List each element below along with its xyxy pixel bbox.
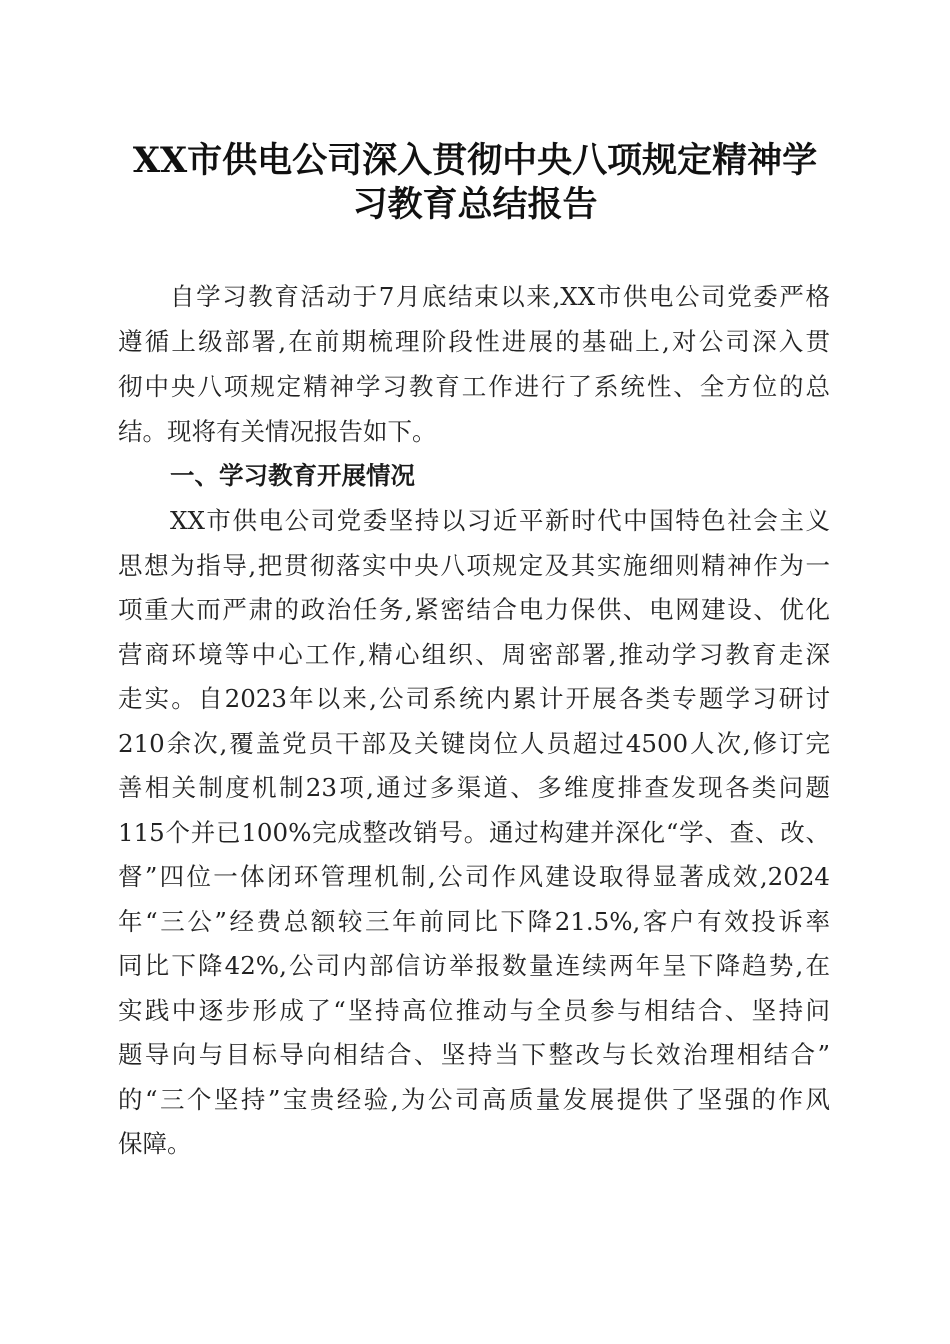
paragraph-2-line-11: 同比下降42%,公司内部信访举报数量连续两年呈下降趋势,在	[118, 951, 830, 980]
paragraph-2-line-7: 善相关制度机制23项,通过多渠道、多维度排查发现各类问题	[118, 773, 830, 802]
paragraph-2-line-5: 走实。自2023年以来,公司系统内累计开展各类专题学习研讨	[118, 684, 830, 713]
paragraph-2-line-15: 保障。	[118, 1129, 192, 1158]
paragraph-1-line-2: 遵循上级部署,在前期梳理阶段性进展的基础上,对公司深入贯	[118, 327, 830, 356]
paragraph-2-line-4: 营商环境等中心工作,精心组织、周密部署,推动学习教育走深	[118, 640, 830, 669]
paragraph-2-line-12: 实践中逐步形成了“坚持高位推动与全员参与相结合、坚持问	[118, 996, 830, 1025]
title-line-2: 习教育总结报告	[352, 184, 598, 225]
paragraph-2-line-2: 思想为指导,把贯彻落实中央八项规定及其实施细则精神作为一	[118, 551, 830, 580]
section-heading-1: 一、学习教育开展情况	[170, 461, 415, 490]
paragraph-2-line-6: 210余次,覆盖党员干部及关键岗位人员超过4500人次,修订完	[118, 729, 830, 758]
title-line-1: XX市供电公司深入贯彻中央八项规定精神学	[132, 140, 818, 181]
paragraph-1-line-1: 自学习教育活动于7月底结束以来,XX市供电公司党委严格	[170, 282, 830, 311]
paragraph-2-line-8: 115个并已100%完成整改销号。通过构建并深化“学、查、改、	[118, 818, 830, 847]
paragraph-1-line-3: 彻中央八项规定精神学习教育工作进行了系统性、全方位的总	[118, 372, 830, 401]
paragraph-1-line-4: 结。现将有关情况报告如下。	[118, 417, 437, 446]
paragraph-2-line-3: 项重大而严肃的政治任务,紧密结合电力保供、电网建设、优化	[118, 595, 830, 624]
paragraph-2-line-10: 年“三公”经费总额较三年前同比下降21.5%,客户有效投诉率	[118, 907, 830, 936]
paragraph-2-line-13: 题导向与目标导向相结合、坚持当下整改与长效治理相结合”	[118, 1040, 830, 1069]
paragraph-2-line-14: 的“三个坚持”宝贵经验,为公司高质量发展提供了坚强的作风	[118, 1085, 830, 1114]
paragraph-2-line-1: XX市供电公司党委坚持以习近平新时代中国特色社会主义	[170, 506, 830, 535]
paragraph-2-line-9: 督”四位一体闭环管理机制,公司作风建设取得显著成效,2024	[118, 862, 830, 891]
